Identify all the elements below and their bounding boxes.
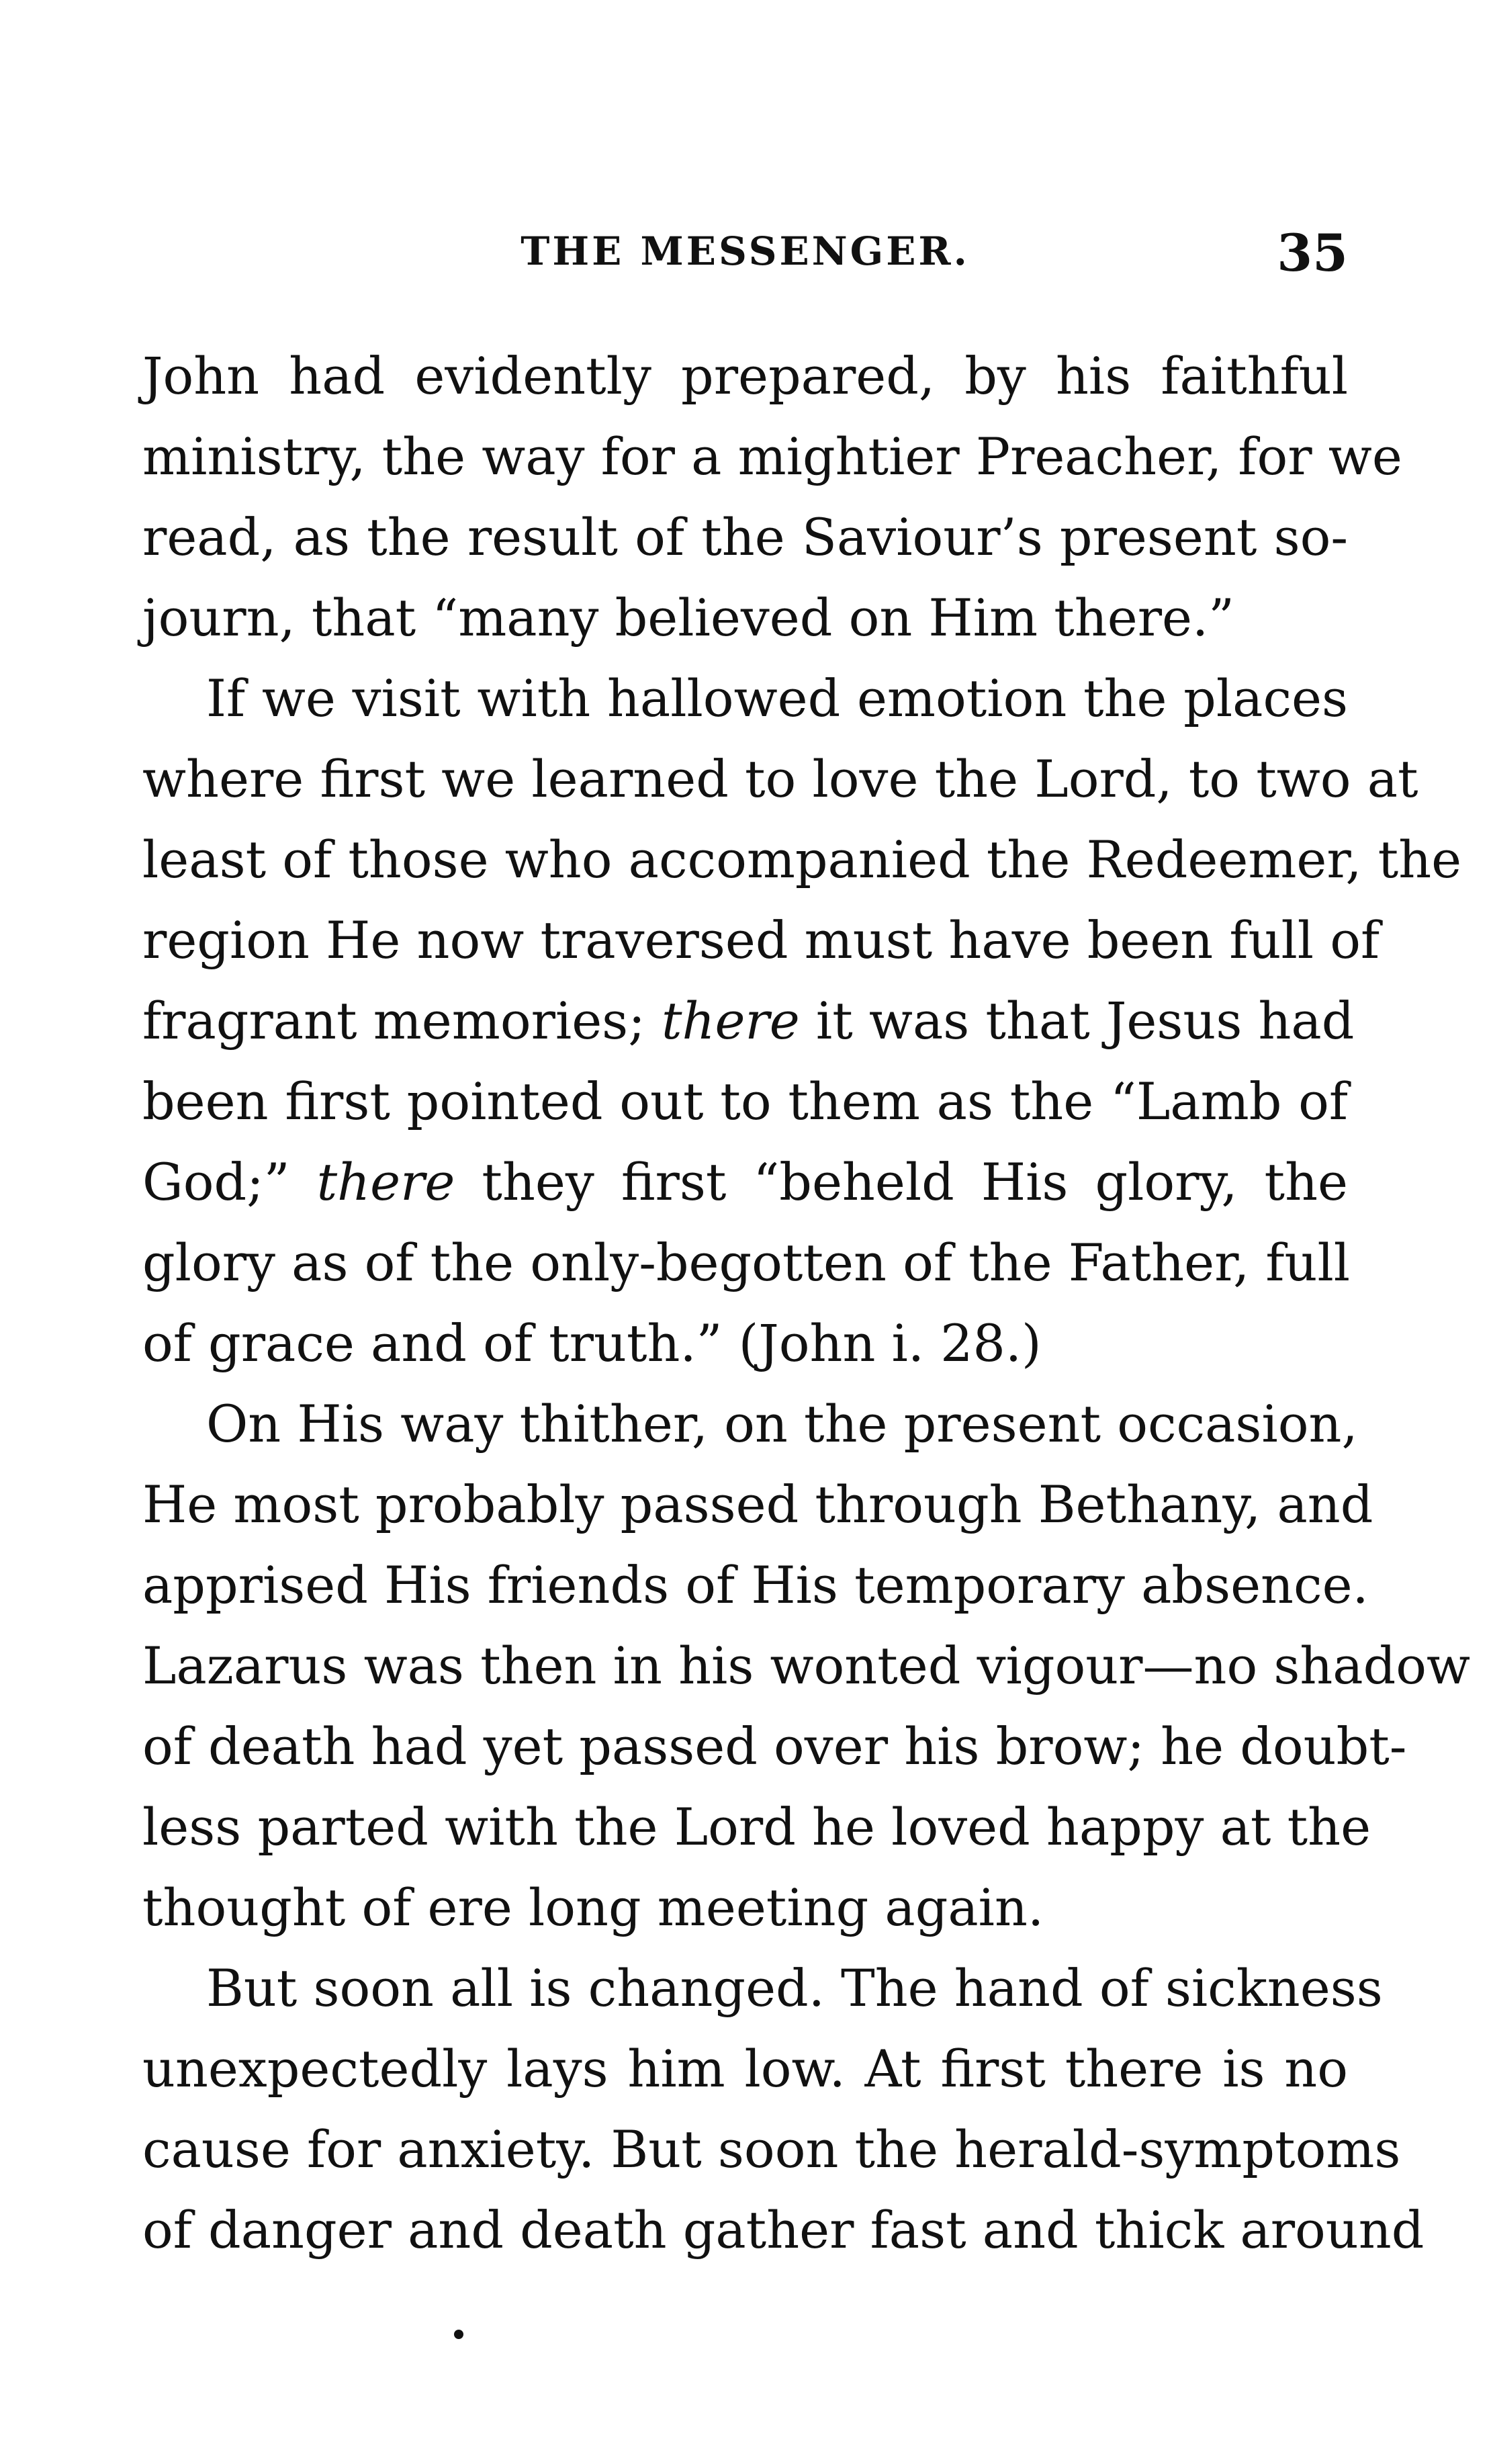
italic-emphasis: there xyxy=(661,991,800,1051)
text-line: where first we learned to love the Lord, to two at xyxy=(142,749,1418,809)
text-line: thought of ere long meeting again. xyxy=(142,1878,1044,1937)
text-line: But soon all is changed. The hand of sickness xyxy=(206,1958,1383,2018)
text-segment: fragrant memories; xyxy=(142,991,662,1051)
text-segment: it was that Jesus had xyxy=(799,991,1355,1051)
text-line: less parted with the Lord he loved happy at the xyxy=(142,1797,1371,1857)
text-line: ministry, the way for a mightier Preacher, for we xyxy=(142,427,1402,486)
text-line: region He now traversed must have been full of xyxy=(142,910,1380,970)
text-line: least of those who accompanied the Redeemer, the xyxy=(142,830,1462,889)
running-title: THE MESSENGER. xyxy=(521,228,970,274)
text-line: cause for anxiety. But soon the herald-symptoms xyxy=(142,2119,1401,2179)
italic-emphasis: there xyxy=(316,1152,455,1212)
text-line xyxy=(142,1142,1348,1223)
text-line xyxy=(142,981,1355,1061)
page-header xyxy=(142,223,1348,289)
text-line: unexpectedly lays him low. At first there is no xyxy=(142,2039,1348,2099)
text-line: been first pointed out to them as the “Lamb of xyxy=(142,1071,1348,1131)
page-number: 35 xyxy=(1277,223,1348,283)
text-segment: God;” xyxy=(142,1152,317,1212)
text-line: apprised His friends of His temporary absence. xyxy=(142,1555,1369,1615)
text-line: of grace and of truth.” (John i. 28.) xyxy=(142,1313,1042,1373)
text-line: glory as of the only-begotten of the Father, full xyxy=(142,1233,1351,1292)
text-line: journ, that “many believed on Him there.” xyxy=(142,588,1235,648)
text-line: of death had yet passed over his brow; he doubt- xyxy=(142,1716,1407,1776)
body-text xyxy=(142,336,1471,2271)
text-line: He most probably passed through Bethany, and xyxy=(142,1475,1373,1534)
text-line: read, as the result of the Saviour’s present so- xyxy=(142,507,1348,567)
text-line: On His way thither, on the present occasion, xyxy=(206,1394,1358,1454)
text-line: John had evidently prepared, by his faithful xyxy=(142,346,1348,406)
text-segment: they first “beheld His glory, the xyxy=(455,1152,1348,1212)
text-line: of danger and death gather fast and thick around xyxy=(142,2200,1425,2260)
ink-dot xyxy=(454,2330,463,2339)
text-line: Lazarus was then in his wonted vigour—no shadow xyxy=(142,1636,1471,1696)
text-line: If we visit with hallowed emotion the places xyxy=(206,668,1348,728)
